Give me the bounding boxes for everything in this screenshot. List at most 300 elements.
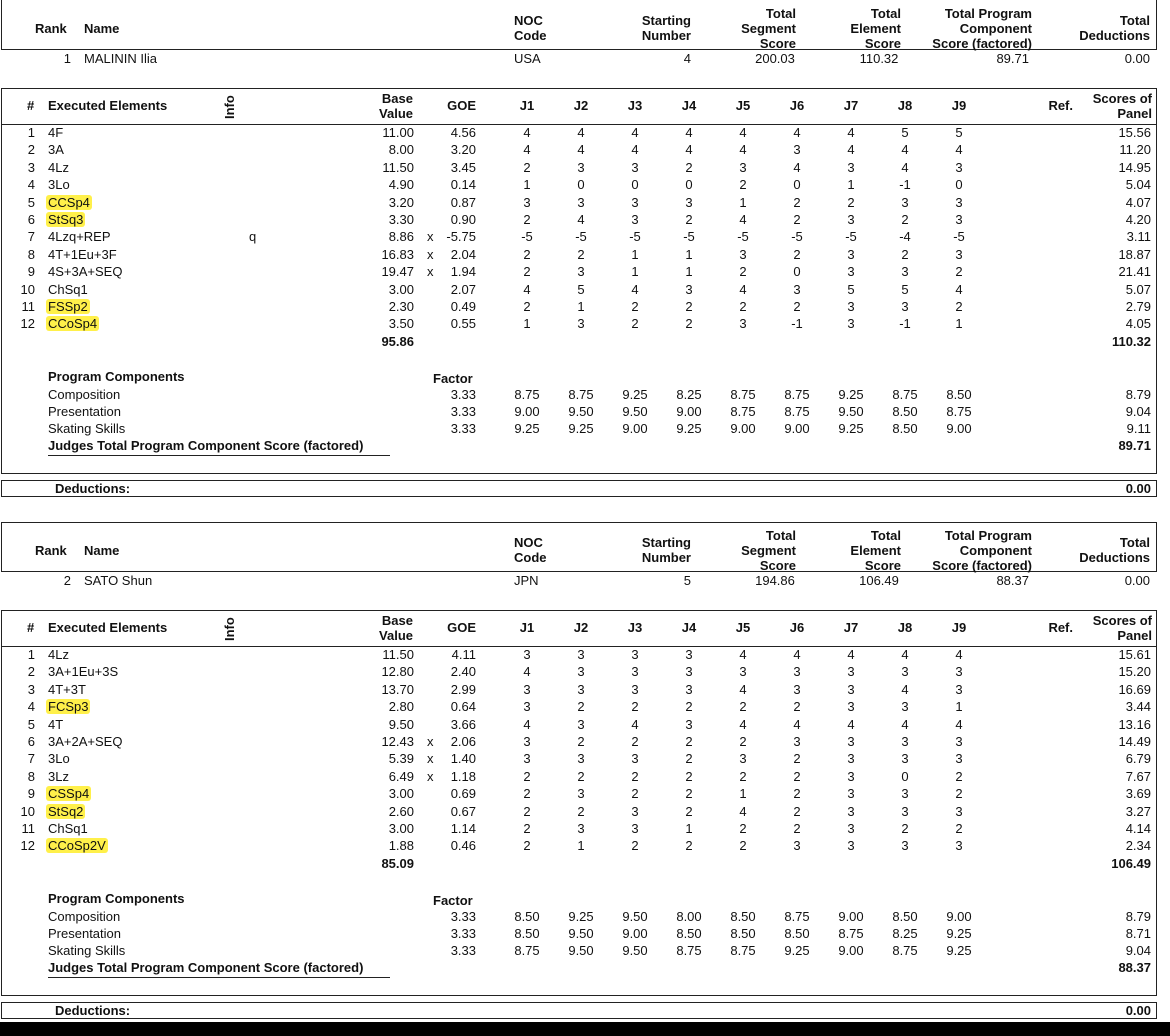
element-base-value: 2.30: [388, 299, 414, 314]
component-judge-mark: 8.75: [568, 387, 594, 402]
judge-mark: 2: [739, 177, 747, 193]
component-judge-mark: 9.00: [784, 421, 810, 436]
judge-mark: 3: [847, 699, 855, 715]
judge-mark: 1: [685, 264, 693, 280]
judge-mark: 3: [577, 716, 585, 732]
segment-score-header: Segment: [741, 21, 796, 36]
judge-mark: 0: [901, 768, 909, 784]
component-name: Skating Skills: [48, 421, 126, 436]
components-total-label: Judges Total Program Component Score (factored): [48, 960, 364, 975]
judge-mark: 4: [793, 159, 801, 175]
component-judge-mark: 8.75: [784, 404, 810, 419]
element-base-value: 2.60: [388, 803, 414, 819]
component-judge-mark: 9.50: [568, 404, 594, 419]
judge-mark: 2: [685, 751, 693, 767]
element-number: 12: [20, 838, 35, 854]
element-code: 3Lz: [48, 768, 69, 784]
judge-mark: 1: [847, 177, 855, 193]
element-base-value: 11.50: [382, 159, 414, 175]
element-number: 1: [27, 125, 35, 140]
element-code: CCSp4: [48, 194, 90, 210]
judge-mark: 4: [631, 281, 639, 297]
deductions-label: Deductions:: [55, 481, 131, 496]
judge-mark: 4: [901, 647, 909, 662]
element-panel-score: 7.67: [1125, 768, 1151, 784]
judge-mark: 4: [901, 681, 909, 697]
judge-mark: -5: [575, 229, 587, 245]
judge-mark: 2: [685, 316, 693, 332]
judge-mark: 4: [523, 142, 531, 158]
component-judge-mark: 8.50: [892, 909, 918, 924]
element-code: CCoSp2V: [48, 838, 106, 854]
judge-mark: -1: [899, 177, 911, 193]
judge-mark: 2: [685, 768, 693, 784]
components-total-underline: [48, 455, 390, 456]
component-score: 9.11: [1126, 421, 1151, 436]
component-judge-mark: 9.25: [838, 387, 864, 402]
element-base-value: 11.00: [382, 125, 414, 140]
info-header: Info: [222, 617, 237, 641]
judge-mark: 3: [955, 212, 963, 227]
element-base-value: 3.20: [388, 194, 414, 210]
judge-mark: 2: [685, 212, 693, 227]
element-number: 7: [27, 751, 35, 767]
panel-score-header: Panel: [1117, 106, 1152, 121]
component-score-value: 89.71: [996, 51, 1029, 66]
judge-mark: 4: [793, 125, 801, 140]
ref-header: Ref.: [1048, 620, 1073, 635]
judge-header: J8: [897, 98, 913, 113]
segment-score-value: 200.03: [755, 51, 795, 66]
judge-mark: 5: [901, 281, 909, 297]
element-code: 4Lz: [48, 159, 69, 175]
component-name: Composition: [48, 909, 121, 924]
judge-mark: 5: [901, 125, 909, 140]
element-goe: 1.18: [450, 768, 476, 784]
judge-mark: 2: [523, 264, 531, 280]
judge-mark: 3: [577, 264, 585, 280]
element-goe: 1.14: [450, 821, 476, 836]
component-name: Presentation: [48, 404, 121, 419]
factor-header: Factor: [433, 893, 473, 908]
element-code: 4S+3A+SEQ: [48, 264, 123, 280]
element-panel-score: 4.07: [1125, 194, 1151, 210]
judge-mark: 2: [631, 316, 639, 332]
judge-mark: 3: [577, 316, 585, 332]
element-base-value: 12.80: [381, 664, 414, 680]
judge-mark: 2: [955, 821, 963, 836]
element-panel-score: 18.87: [1118, 246, 1151, 262]
judge-mark: 3: [631, 212, 639, 227]
element-number: 7: [27, 229, 35, 245]
component-factor: 3.33: [450, 943, 476, 958]
element-score-header: Total: [870, 528, 901, 543]
judge-mark: -5: [791, 229, 803, 245]
judge-mark: 3: [577, 159, 585, 175]
element-panel-score: 11.20: [1119, 142, 1151, 158]
element-number: 8: [27, 246, 35, 262]
element-goe: 0.67: [450, 803, 476, 819]
segment-score-header: Total: [765, 528, 796, 543]
base-value-header: Value: [379, 106, 413, 121]
judge-mark: 2: [523, 246, 531, 262]
judge-mark: 1: [685, 821, 693, 836]
component-judge-mark: 8.50: [784, 926, 810, 941]
noc-header: NOC: [514, 535, 543, 550]
judge-mark: 4: [739, 803, 747, 819]
element-bonus-mark: x: [427, 264, 434, 280]
element-panel-score: 6.79: [1125, 751, 1151, 767]
judge-mark: 3: [685, 664, 693, 680]
judge-mark: 2: [523, 786, 531, 802]
judge-mark: 4: [631, 716, 639, 732]
judge-mark: 3: [847, 264, 855, 280]
judge-mark: 2: [793, 768, 801, 784]
element-number: 10: [20, 803, 35, 819]
judge-mark: 3: [847, 664, 855, 680]
component-judge-mark: 8.75: [946, 404, 972, 419]
judge-mark: 2: [739, 838, 747, 854]
judge-mark: 4: [901, 716, 909, 732]
component-score-header: Score (factored): [932, 558, 1032, 573]
element-goe: 2.40: [450, 664, 476, 680]
judge-mark: 3: [901, 664, 909, 680]
judge-mark: 2: [577, 734, 585, 749]
component-score: 8.79: [1125, 909, 1151, 924]
element-goe: 1.94: [450, 264, 476, 280]
judge-mark: 3: [793, 734, 801, 749]
judge-mark: 4: [901, 142, 909, 158]
judge-mark: 4: [793, 716, 801, 732]
judge-mark: -5: [629, 229, 641, 245]
component-judge-mark: 8.25: [676, 387, 702, 402]
component-judge-mark: 9.50: [622, 943, 648, 958]
element-goe: 0.64: [450, 699, 476, 715]
element-base-value: 5.39: [388, 751, 414, 767]
skater-name: SATO Shun: [84, 573, 153, 588]
component-judge-mark: 9.00: [838, 909, 864, 924]
judge-mark: 1: [955, 699, 963, 715]
judge-mark: 3: [847, 751, 855, 767]
segment-score-header: Score: [759, 558, 796, 573]
judge-mark: 2: [685, 803, 693, 819]
judge-mark: 1: [631, 264, 639, 280]
judge-mark: 4: [955, 647, 963, 662]
judge-mark: 3: [847, 299, 855, 314]
component-score: 8.71: [1125, 926, 1151, 941]
element-number: 4: [27, 177, 35, 193]
judge-mark: 3: [685, 647, 693, 662]
judge-mark: -4: [899, 229, 911, 245]
element-number: 3: [27, 159, 35, 175]
judge-mark: 4: [793, 647, 801, 662]
judge-mark: 3: [793, 838, 801, 854]
judge-mark: 2: [739, 699, 747, 715]
deductions-total: 0.00: [1125, 481, 1151, 496]
judge-header: J8: [897, 620, 913, 635]
component-judge-mark: 9.50: [838, 404, 864, 419]
judge-mark: 2: [793, 786, 801, 802]
element-panel-score: 3.69: [1125, 786, 1151, 802]
component-judge-mark: 8.50: [892, 421, 918, 436]
judge-mark: 2: [955, 768, 963, 784]
component-judge-mark: 8.75: [676, 943, 702, 958]
component-judge-mark: 8.00: [676, 909, 702, 924]
element-panel-score: 2.79: [1125, 299, 1151, 314]
component-judge-mark: 8.75: [892, 387, 918, 402]
component-judge-mark: 9.50: [568, 926, 594, 941]
component-name: Skating Skills: [48, 943, 126, 958]
element-number: 12: [20, 316, 35, 332]
judge-mark: 3: [577, 647, 585, 662]
deductions-total: 0.00: [1125, 1003, 1151, 1018]
element-bonus-mark: x: [427, 229, 434, 245]
num-header: #: [27, 98, 35, 113]
judge-mark: 3: [523, 647, 531, 662]
element-bonus-mark: x: [427, 751, 434, 767]
judge-header: J6: [789, 98, 805, 113]
element-code: 4F: [48, 125, 64, 140]
panel-score-header: Panel: [1117, 628, 1152, 643]
judge-header: J7: [843, 98, 859, 113]
judge-mark: 4: [631, 142, 639, 158]
element-bonus-mark: x: [427, 734, 434, 749]
judge-mark: 4: [739, 125, 747, 140]
element-base-value: 1.88: [388, 838, 414, 854]
judge-mark: 1: [577, 299, 585, 314]
judge-mark: 3: [523, 194, 531, 210]
element-code: StSq2: [48, 803, 84, 819]
judge-mark: 3: [631, 664, 639, 680]
base-value-total: 85.09: [381, 855, 414, 871]
element-number: 9: [27, 786, 35, 802]
judge-mark: 3: [955, 681, 963, 697]
panel-score-header: Scores of: [1092, 613, 1152, 628]
judge-mark: 3: [685, 716, 693, 732]
judge-mark: 2: [901, 821, 909, 836]
element-panel-total: 110.32: [1111, 333, 1151, 349]
judge-mark: 2: [955, 786, 963, 802]
judge-header: J4: [681, 98, 697, 113]
judge-mark: 4: [739, 647, 747, 662]
element-base-value: 3.00: [388, 821, 414, 836]
element-code: 4T+1Eu+3F: [48, 246, 117, 262]
judge-mark: 3: [847, 803, 855, 819]
starting-number-value: 5: [683, 573, 691, 588]
segment-score-header: Total: [765, 6, 796, 21]
judge-mark: 3: [631, 821, 639, 836]
element-panel-score: 3.11: [1126, 229, 1151, 245]
element-code: CCoSp4: [48, 316, 98, 332]
element-number: 4: [27, 699, 35, 715]
judge-mark: 2: [739, 734, 747, 749]
skater-name: MALININ Ilia: [84, 51, 157, 66]
judge-mark: 2: [631, 299, 639, 314]
name-header: Name: [84, 543, 120, 558]
judge-mark: 1: [577, 838, 585, 854]
components-total-value: 89.71: [1118, 438, 1151, 453]
deductions-header: Deductions: [1079, 550, 1150, 565]
judge-mark: 0: [685, 177, 693, 193]
component-judge-mark: 8.75: [730, 404, 756, 419]
judge-mark: 0: [793, 177, 801, 193]
components-total-label: Judges Total Program Component Score (factored): [48, 438, 364, 453]
judge-mark: 2: [685, 699, 693, 715]
judge-mark: 3: [847, 316, 855, 332]
components-title: Program Components: [48, 891, 185, 906]
judge-mark: 3: [793, 281, 801, 297]
component-judge-mark: 8.25: [892, 926, 918, 941]
element-code: ChSq1: [48, 281, 88, 297]
element-number: 5: [27, 716, 35, 732]
judge-mark: 3: [631, 681, 639, 697]
element-goe: 0.90: [450, 212, 476, 227]
component-name: Composition: [48, 387, 121, 402]
element-score-value: 110.32: [859, 51, 899, 66]
goe-header: GOE: [447, 98, 476, 113]
judge-mark: 3: [901, 803, 909, 819]
judge-mark: 2: [793, 699, 801, 715]
element-panel-score: 15.20: [1118, 664, 1151, 680]
element-code: FCSp3: [48, 699, 89, 715]
element-score-header: Score: [864, 36, 901, 51]
judge-mark: 3: [577, 751, 585, 767]
judge-mark: 3: [631, 159, 639, 175]
factor-header: Factor: [433, 371, 473, 386]
element-code: FSSp2: [48, 299, 88, 314]
element-score-header: Score: [864, 558, 901, 573]
element-panel-score: 5.07: [1125, 281, 1151, 297]
element-panel-score: 14.49: [1118, 734, 1151, 749]
element-panel-score: 15.61: [1118, 647, 1151, 662]
judge-mark: 3: [901, 786, 909, 802]
element-score-header: Element: [850, 21, 901, 36]
judge-mark: 0: [955, 177, 963, 193]
judge-header: J9: [951, 620, 967, 635]
judge-mark: 3: [955, 838, 963, 854]
judge-mark: 3: [739, 751, 747, 767]
judge-mark: 3: [955, 246, 963, 262]
judge-mark: 1: [739, 194, 747, 210]
judge-mark: 4: [955, 716, 963, 732]
judge-mark: 3: [631, 194, 639, 210]
element-goe: 2.99: [450, 681, 476, 697]
judge-mark: 4: [523, 281, 531, 297]
component-judge-mark: 9.00: [514, 404, 540, 419]
element-base-value: 12.43: [381, 734, 414, 749]
judge-mark: 4: [901, 159, 909, 175]
component-judge-mark: 8.50: [730, 926, 756, 941]
judge-mark: 4: [685, 125, 693, 140]
judge-mark: 3: [847, 212, 855, 227]
element-code: 4T+3T: [48, 681, 86, 697]
judge-mark: 1: [685, 246, 693, 262]
element-number: 8: [27, 768, 35, 784]
judge-header: J6: [789, 620, 805, 635]
component-judge-mark: 9.00: [838, 943, 864, 958]
segment-score-header: Score: [759, 36, 796, 51]
element-panel-score: 4.14: [1125, 821, 1151, 836]
element-score-header: Element: [850, 543, 901, 558]
element-base-value: 9.50: [388, 716, 414, 732]
element-goe: 4.56: [450, 125, 476, 140]
element-panel-score: 15.56: [1118, 125, 1151, 140]
judge-mark: 3: [739, 316, 747, 332]
components-title: Program Components: [48, 369, 185, 384]
element-panel-score: 3.27: [1125, 803, 1151, 819]
element-base-value: 3.00: [388, 281, 414, 297]
element-goe: 0.69: [450, 786, 476, 802]
judge-mark: 2: [955, 264, 963, 280]
component-score-value: 88.37: [996, 573, 1029, 588]
deductions-value: 0.00: [1124, 51, 1150, 66]
judge-mark: 4: [847, 142, 855, 158]
judge-mark: 3: [955, 751, 963, 767]
rank-header: Rank: [35, 21, 67, 36]
element-code: 3Lo: [48, 177, 70, 193]
judge-mark: 3: [793, 142, 801, 158]
judge-mark: -5: [521, 229, 533, 245]
judge-mark: 3: [739, 159, 747, 175]
component-judge-mark: 9.25: [946, 943, 972, 958]
element-number: 10: [20, 281, 35, 297]
component-judge-mark: 8.75: [838, 926, 864, 941]
component-score: 9.04: [1125, 404, 1151, 419]
rank-header: Rank: [35, 543, 67, 558]
judge-mark: 2: [739, 821, 747, 836]
element-panel-score: 3.44: [1125, 699, 1151, 715]
judge-mark: 2: [793, 299, 801, 314]
element-base-value: 16.83: [381, 246, 414, 262]
component-judge-mark: 8.75: [784, 909, 810, 924]
judge-mark: 2: [955, 299, 963, 314]
element-number: 11: [21, 299, 35, 314]
component-judge-mark: 8.75: [514, 943, 540, 958]
judge-mark: 2: [793, 194, 801, 210]
judge-mark: 3: [685, 281, 693, 297]
judge-mark: 3: [901, 194, 909, 210]
judge-mark: 2: [523, 821, 531, 836]
judge-mark: 3: [847, 159, 855, 175]
judge-mark: 4: [739, 212, 747, 227]
element-base-value: 19.47: [381, 264, 414, 280]
component-judge-mark: 9.25: [622, 387, 648, 402]
judge-mark: 2: [793, 212, 801, 227]
judge-mark: -1: [791, 316, 803, 332]
judge-mark: 3: [901, 751, 909, 767]
judge-mark: 4: [847, 716, 855, 732]
judge-mark: -5: [845, 229, 857, 245]
judge-mark: -5: [683, 229, 695, 245]
judge-mark: 2: [793, 821, 801, 836]
element-code: 3A+1Eu+3S: [48, 664, 119, 680]
starting-number-header: Number: [641, 550, 691, 565]
element-base-value: 8.86: [388, 229, 414, 245]
element-goe: 2.04: [450, 246, 476, 262]
component-judge-mark: 8.75: [784, 387, 810, 402]
judge-mark: 4: [739, 681, 747, 697]
judge-header: J2: [573, 98, 589, 113]
element-goe: 3.20: [450, 142, 476, 158]
judge-mark: 2: [523, 803, 531, 819]
element-base-value: 3.30: [388, 212, 414, 227]
component-judge-mark: 9.00: [676, 404, 702, 419]
element-panel-score: 5.04: [1125, 177, 1151, 193]
element-panel-score: 13.16: [1118, 716, 1151, 732]
component-judge-mark: 8.75: [730, 943, 756, 958]
rank-value: 1: [63, 51, 71, 66]
component-score: 8.79: [1125, 387, 1151, 402]
